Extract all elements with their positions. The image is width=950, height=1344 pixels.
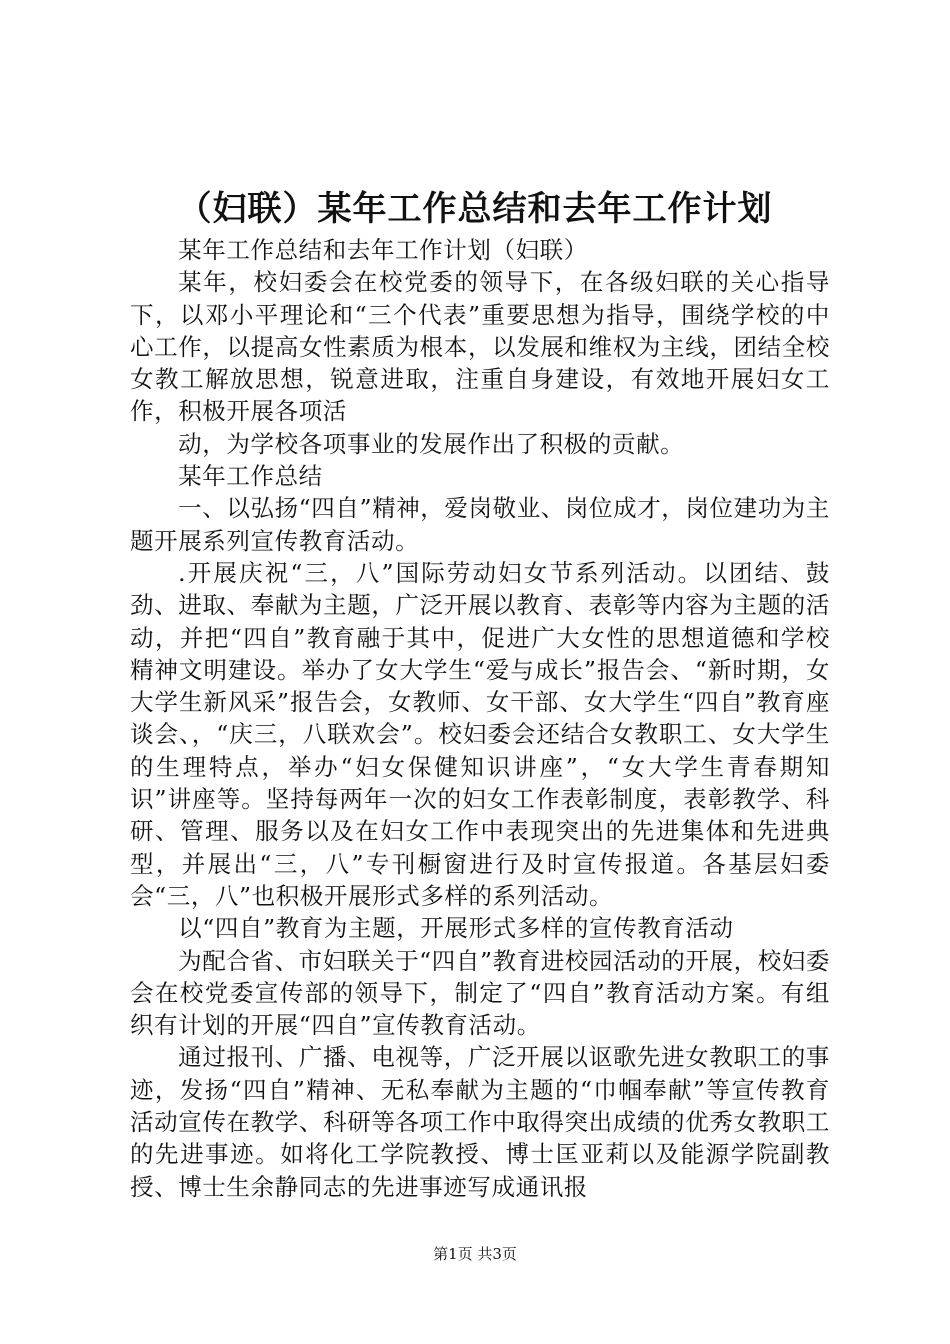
document-title: （妇联）某年工作总结和去年工作计划 bbox=[177, 189, 773, 229]
paragraph: 某年工作总结和去年工作计划（妇联） bbox=[178, 236, 588, 264]
paragraph: 通过报刊、广播、电视等，广泛开展以讴歌先进女教职工的事迹，发扬“四自”精神、无私奉献为主题的“巾帼奉献”等宣传教育活动宣传在教学、科研等各项工作中取得突出成绩的优秀女教职工的先进事迹。如将化工学院教授、博士匡亚莉以及能源学院副教授、博士生余静同志的先进事迹写成通讯报 bbox=[130, 1043, 830, 1201]
paragraph: 一、以弘扬“四自”精神，爱岗敬业、岗位成才，岗位建功为主题开展系列宣传教育活动。 bbox=[130, 494, 830, 555]
page-footer: 第1页 共3页 bbox=[433, 1245, 517, 1263]
paragraph: 某年，校妇委会在校党委的领导下，在各级妇联的关心指导下，以邓小平理论和“三个代表”重要思想为指导，围绕学校的中心工作，以提高女性素质为根本，以发展和维权为主线，团结全校女教工解放思想，锐意进取，注重自身建设，有效地开展妇女工作，积极开展各项活 bbox=[130, 268, 830, 426]
paragraph: 动，为学校各项事业的发展作出了积极的贡献。 bbox=[178, 429, 685, 458]
paragraph: 为配合省、市妇联关于“四自”教育进校园活动的开展，校妇委会在校党委宣传部的领导下，制定了“四自”教育活动方案。有组织有计划的开展“四自”宣传教育活动。 bbox=[130, 946, 830, 1040]
document-body bbox=[130, 234, 830, 1203]
section-heading: 某年工作总结 bbox=[178, 462, 323, 491]
paragraph: 以“四自”教育为主题，开展形式多样的宣传教育活动 bbox=[178, 914, 734, 943]
paragraph: .开展庆祝“三，八”国际劳动妇女节系列活动。以团结、鼓劲、进取、奉献为主题，广泛开展以教育、表彰等内容为主题的活动，并把“四自”教育融于其中，促进广大女性的思想道德和学校精神文明建设。举办了女大学生“爱与成长”报告会、“新时期，女大学生新风采”报告会，女教师、女干部、女大学生“四自”教育座谈会、，“庆三，八联欢会”。校妇委会还结合女教职工、女大学生的生理特点，举办“妇女保健知识讲座”，“女大学生青春期知识”讲座等。坚持每两年一次的妇女工作表彰制度，表彰教学、科研、管理、服务以及在妇女工作中表现突出的先进集体和先进典型，并展出“三，八”专刊橱窗进行及时宣传报道。各基层妇委会“三，八”也积极开展形式多样的系列活动。 bbox=[130, 558, 830, 910]
